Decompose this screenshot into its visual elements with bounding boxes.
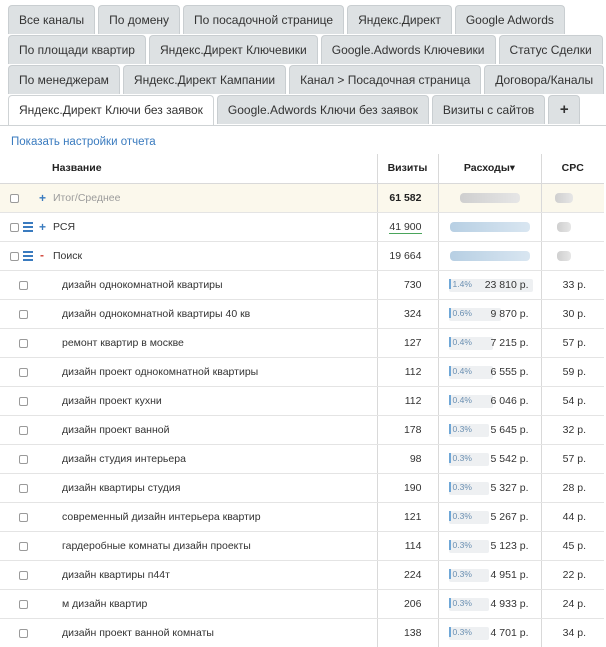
keyword-name: ремонт квартир в москве xyxy=(62,336,184,349)
keyword-expense: 9 870 р. xyxy=(490,307,529,320)
group-row xyxy=(0,212,604,241)
row-checkbox[interactable] xyxy=(19,281,28,290)
keyword-name: дизайн проект кухни xyxy=(62,394,162,407)
total-visits: 61 582 xyxy=(377,183,438,212)
expense-share: 1.4% xyxy=(449,279,472,289)
column-header-visits[interactable]: Визиты xyxy=(377,154,438,183)
expense-share: 0.6% xyxy=(449,308,472,318)
keyword-name: дизайн проект ванной комнаты xyxy=(62,626,214,639)
tab-by-landing-page[interactable]: По посадочной странице xyxy=(183,5,344,34)
row-checkbox[interactable] xyxy=(19,397,28,406)
total-row xyxy=(0,183,604,212)
table-row xyxy=(0,589,604,618)
row-checkbox[interactable] xyxy=(19,571,28,580)
keyword-cpc: 34 р. xyxy=(541,618,604,647)
column-header-cpc[interactable]: CPC xyxy=(541,154,604,183)
expense-share: 0.3% xyxy=(449,598,472,608)
tab-google-keywords[interactable]: Google.Adwords Ключевики xyxy=(321,35,496,64)
row-name: Поиск xyxy=(53,249,83,262)
table-row xyxy=(0,502,604,531)
row-name: РСЯ xyxy=(53,220,76,233)
keyword-name: гардеробные комнаты дизайн проекты xyxy=(62,539,251,552)
show-report-settings-link[interactable]: Показать настройки отчета xyxy=(11,136,156,148)
keyword-expense: 5 542 р. xyxy=(490,452,529,465)
blurred-cpc xyxy=(557,222,571,232)
keyword-cpc: 32 р. xyxy=(541,415,604,444)
column-header-name[interactable]: Название xyxy=(0,154,377,183)
add-tab-button[interactable]: + xyxy=(548,95,580,124)
keyword-cpc: 30 р. xyxy=(541,299,604,328)
keyword-cpc: 24 р. xyxy=(541,589,604,618)
expense-share: 0.4% xyxy=(449,337,472,347)
report-table xyxy=(0,154,604,647)
expand-icon[interactable]: + xyxy=(39,219,47,234)
blurred-expense xyxy=(460,193,520,203)
blurred-expense xyxy=(450,251,530,261)
table-row xyxy=(0,357,604,386)
keyword-visits: 112 xyxy=(377,357,438,386)
expense-share: 0.4% xyxy=(449,366,472,376)
table-row xyxy=(0,270,604,299)
expand-icon[interactable]: + xyxy=(39,190,47,205)
tab-row-1 xyxy=(8,5,568,34)
report-tabs xyxy=(0,0,606,126)
keyword-cpc: 57 р. xyxy=(541,444,604,473)
tab-site-visits[interactable]: Визиты с сайтов xyxy=(432,95,546,124)
table-row xyxy=(0,328,604,357)
keyword-cpc: 33 р. xyxy=(541,270,604,299)
tab-row-3 xyxy=(8,65,606,94)
collapse-icon[interactable]: - xyxy=(40,247,44,262)
group-visits: 19 664 xyxy=(377,241,438,270)
keyword-expense: 23 810 р. xyxy=(484,278,529,291)
blurred-expense xyxy=(450,222,530,232)
row-checkbox[interactable] xyxy=(19,310,28,319)
tabs-divider xyxy=(0,125,606,126)
row-checkbox[interactable] xyxy=(10,252,19,261)
tab-all-channels[interactable]: Все каналы xyxy=(8,5,95,34)
tab-row-2 xyxy=(8,35,606,64)
tab-channel-landing[interactable]: Канал > Посадочная страница xyxy=(289,65,481,94)
tab-deal-status[interactable]: Статус Сделки xyxy=(499,35,603,64)
keyword-visits: 114 xyxy=(377,531,438,560)
keyword-name: дизайн однокомнатной квартиры xyxy=(62,278,223,291)
row-checkbox[interactable] xyxy=(19,484,28,493)
keyword-cpc: 45 р. xyxy=(541,531,604,560)
keyword-expense: 4 951 р. xyxy=(490,568,529,581)
list-icon[interactable] xyxy=(23,251,33,261)
expense-share: 0.3% xyxy=(449,511,472,521)
keyword-name: дизайн студия интерьера xyxy=(62,452,186,465)
table-row xyxy=(0,531,604,560)
keyword-visits: 224 xyxy=(377,560,438,589)
keyword-cpc: 22 р. xyxy=(541,560,604,589)
tab-row-4 xyxy=(8,95,583,124)
tab-by-domain[interactable]: По домену xyxy=(98,5,180,34)
tab-yandex-campaigns[interactable]: Яндекс.Директ Кампании xyxy=(123,65,286,94)
tab-google-keys-no-leads[interactable]: Google.Adwords Ключи без заявок xyxy=(217,95,429,124)
table-row xyxy=(0,560,604,589)
tab-contracts-channels[interactable]: Договора/Каналы xyxy=(484,65,604,94)
keyword-expense: 4 933 р. xyxy=(490,597,529,610)
keyword-name: современный дизайн интерьера квартир xyxy=(62,510,261,523)
tab-yandex-keywords[interactable]: Яндекс.Директ Ключевики xyxy=(149,35,318,64)
table-row xyxy=(0,618,604,647)
keyword-expense: 5 645 р. xyxy=(490,423,529,436)
keyword-visits: 138 xyxy=(377,618,438,647)
tab-by-apartment-area[interactable]: По площади квартир xyxy=(8,35,146,64)
row-name: Итог/Среднее xyxy=(53,191,121,204)
keyword-name: дизайн однокомнатной квартиры 40 кв xyxy=(62,307,251,320)
row-checkbox[interactable] xyxy=(19,339,28,348)
keyword-expense: 7 215 р. xyxy=(490,336,529,349)
expense-share: 0.3% xyxy=(449,627,472,637)
group-visits[interactable]: 41 900 xyxy=(389,220,422,233)
column-header-expenses[interactable]: Расходы▾ xyxy=(438,154,541,183)
keyword-visits: 112 xyxy=(377,386,438,415)
table-row xyxy=(0,386,604,415)
expense-share: 0.3% xyxy=(449,453,472,463)
keyword-expense: 5 123 р. xyxy=(490,539,529,552)
row-checkbox[interactable] xyxy=(19,368,28,377)
keyword-expense: 5 327 р. xyxy=(490,481,529,494)
table-row xyxy=(0,444,604,473)
keyword-expense: 5 267 р. xyxy=(490,510,529,523)
table-row xyxy=(0,415,604,444)
keyword-name: дизайн квартиры студия xyxy=(62,481,181,494)
keyword-cpc: 57 р. xyxy=(541,328,604,357)
keyword-name: дизайн проект однокомнатной квартиры xyxy=(62,365,259,378)
tab-by-managers[interactable]: По менеджерам xyxy=(8,65,120,94)
row-checkbox[interactable] xyxy=(19,542,28,551)
row-checkbox[interactable] xyxy=(19,426,28,435)
expense-share: 0.3% xyxy=(449,424,472,434)
keyword-expense: 6 555 р. xyxy=(490,365,529,378)
expense-share: 0.4% xyxy=(449,395,472,405)
keyword-visits: 190 xyxy=(377,473,438,502)
row-checkbox[interactable] xyxy=(10,223,19,232)
blurred-cpc xyxy=(557,251,571,261)
keyword-visits: 324 xyxy=(377,299,438,328)
keyword-name: м дизайн квартир xyxy=(62,597,148,610)
row-checkbox[interactable] xyxy=(19,600,28,609)
blurred-cpc xyxy=(555,193,573,203)
expense-share: 0.3% xyxy=(449,540,472,550)
row-checkbox[interactable] xyxy=(19,629,28,638)
keyword-cpc: 59 р. xyxy=(541,357,604,386)
table-row xyxy=(0,473,604,502)
list-icon[interactable] xyxy=(23,222,33,232)
keyword-visits: 206 xyxy=(377,589,438,618)
keyword-rows xyxy=(0,270,604,647)
keyword-visits: 730 xyxy=(377,270,438,299)
group-row xyxy=(0,241,604,270)
keyword-visits: 121 xyxy=(377,502,438,531)
keyword-name: дизайн квартиры п44т xyxy=(62,568,170,581)
expense-share: 0.3% xyxy=(449,482,472,492)
keyword-cpc: 28 р. xyxy=(541,473,604,502)
row-checkbox[interactable] xyxy=(19,513,28,522)
expense-share: 0.3% xyxy=(449,569,472,579)
keyword-name: дизайн проект ванной xyxy=(62,423,170,436)
row-checkbox[interactable] xyxy=(19,455,28,464)
table-header-row xyxy=(0,154,604,183)
tab-google-adwords[interactable]: Google Adwords xyxy=(455,5,565,34)
keyword-cpc: 54 р. xyxy=(541,386,604,415)
keyword-visits: 178 xyxy=(377,415,438,444)
keyword-visits: 127 xyxy=(377,328,438,357)
keyword-cpc: 44 р. xyxy=(541,502,604,531)
tab-yandex-keys-no-leads[interactable]: Яндекс.Директ Ключи без заявок xyxy=(8,95,214,126)
row-checkbox[interactable] xyxy=(10,194,19,203)
keyword-expense: 4 701 р. xyxy=(490,626,529,639)
keyword-expense: 6 046 р. xyxy=(490,394,529,407)
tab-yandex-direct[interactable]: Яндекс.Директ xyxy=(347,5,452,34)
keyword-visits: 98 xyxy=(377,444,438,473)
table-row xyxy=(0,299,604,328)
